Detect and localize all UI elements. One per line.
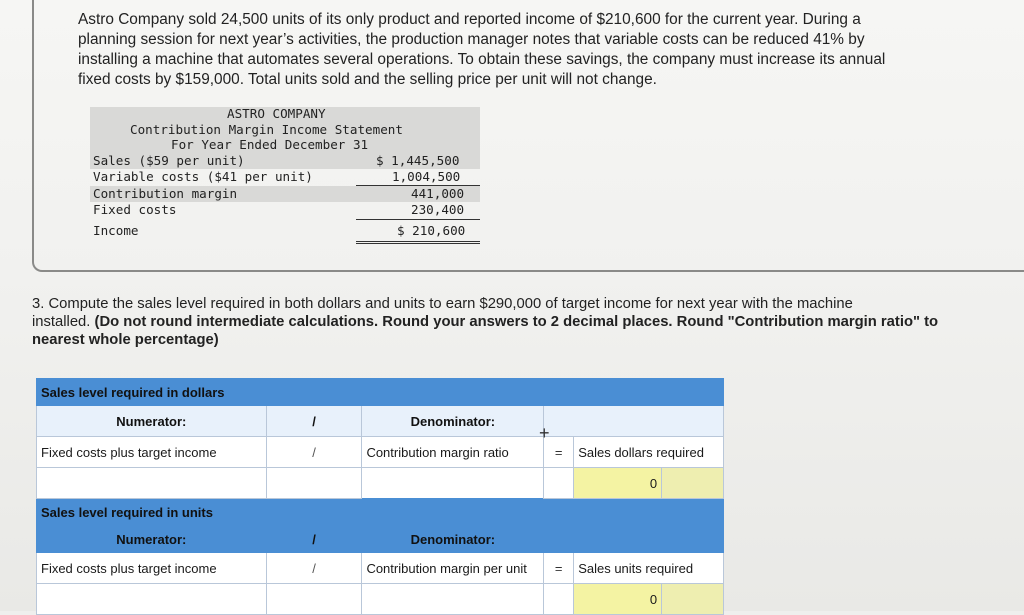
dollars-denominator-select[interactable]: Contribution margin ratio [362,437,544,468]
dollars-formula-row [37,437,724,468]
dollars-slash: / [266,437,362,468]
problem-line: Astro Company sold 24,500 units of its only product and reported income of $210,600 for the current year. During a [78,11,861,28]
units-section-title: Sales level required in units [37,499,724,526]
statement-row-value: $ 210,600 [397,223,466,238]
units-numerator-select[interactable]: Fixed costs plus target income [37,553,267,584]
units-denominator-label: Denominator: [362,526,544,553]
statement-row-label: Sales ($59 per unit) [93,153,245,168]
dollars-result-label: Sales dollars required [574,437,724,468]
dollars-input-row [37,468,724,499]
problem-line: installing a machine that automates several operations. To obtain these savings, the company must increase its annual [78,51,886,68]
dollars-section-title: Sales level required in dollars [37,379,724,406]
question-line: installed. (Do not round intermediate calculations. Round your answers to 2 decimal places. Round "Contribution margin ratio" to [32,314,939,330]
crosshair-cursor-icon: + [539,423,550,443]
question-line: nearest whole percentage) [32,332,219,348]
units-numerator-label: Numerator: [37,526,267,553]
statement-row-label: Contribution margin [93,186,238,201]
units-input-row [37,584,724,615]
statement-title: Contribution Margin Income Statement [130,122,403,137]
statement-company: ASTRO COMPANY [227,106,326,121]
dollars-label-row [37,406,724,437]
statement-row-value: $ 1,445,500 [376,153,460,168]
statement-row-value: 1,004,500 [392,169,461,184]
units-label-row [37,526,724,553]
dollars-numerator-select[interactable]: Fixed costs plus target income [37,437,267,468]
units-slash: / [266,526,362,553]
statement-row-label: Income [93,223,139,238]
dollars-equals: = [544,437,574,468]
statement-row-value: 441,000 [411,186,465,201]
units-result-value: 0 [574,584,662,615]
question-line: 3. Compute the sales level required in both dollars and units to earn $290,000 of target income for next year with the machine [32,296,853,312]
dollars-numerator-label: Numerator: [37,406,267,437]
units-formula-row [37,553,724,584]
units-slash: / [266,553,362,584]
dollars-denominator-label: Denominator: [362,406,544,437]
problem-line: fixed costs by $159,000. Total units sold and the selling price per unit will not change. [78,71,657,88]
dollars-slash: / [266,406,362,437]
statement-period: For Year Ended December 31 [171,137,369,152]
dollars-denominator-input[interactable] [362,468,544,499]
statement-row-label: Fixed costs [93,202,177,217]
problem-text [78,10,978,90]
question-text [32,295,1022,349]
problem-line: planning session for next year’s activities, the production manager notes that variable costs can be reduced 41% by [78,31,865,48]
units-numerator-input[interactable] [37,584,267,615]
dollars-result-value: 0 [574,468,662,499]
units-equals: = [544,553,574,584]
units-denominator-input[interactable] [362,584,544,615]
sales-level-table [36,378,724,615]
units-denominator-select[interactable]: Contribution margin per unit [362,553,544,584]
statement-row-label: Variable costs ($41 per unit) [93,169,313,184]
units-section-header [37,499,724,526]
dollars-numerator-input[interactable] [37,468,267,499]
dollars-section-header [37,379,724,406]
units-result-label: Sales units required [574,553,724,584]
statement-row-value: 230,400 [411,202,465,217]
